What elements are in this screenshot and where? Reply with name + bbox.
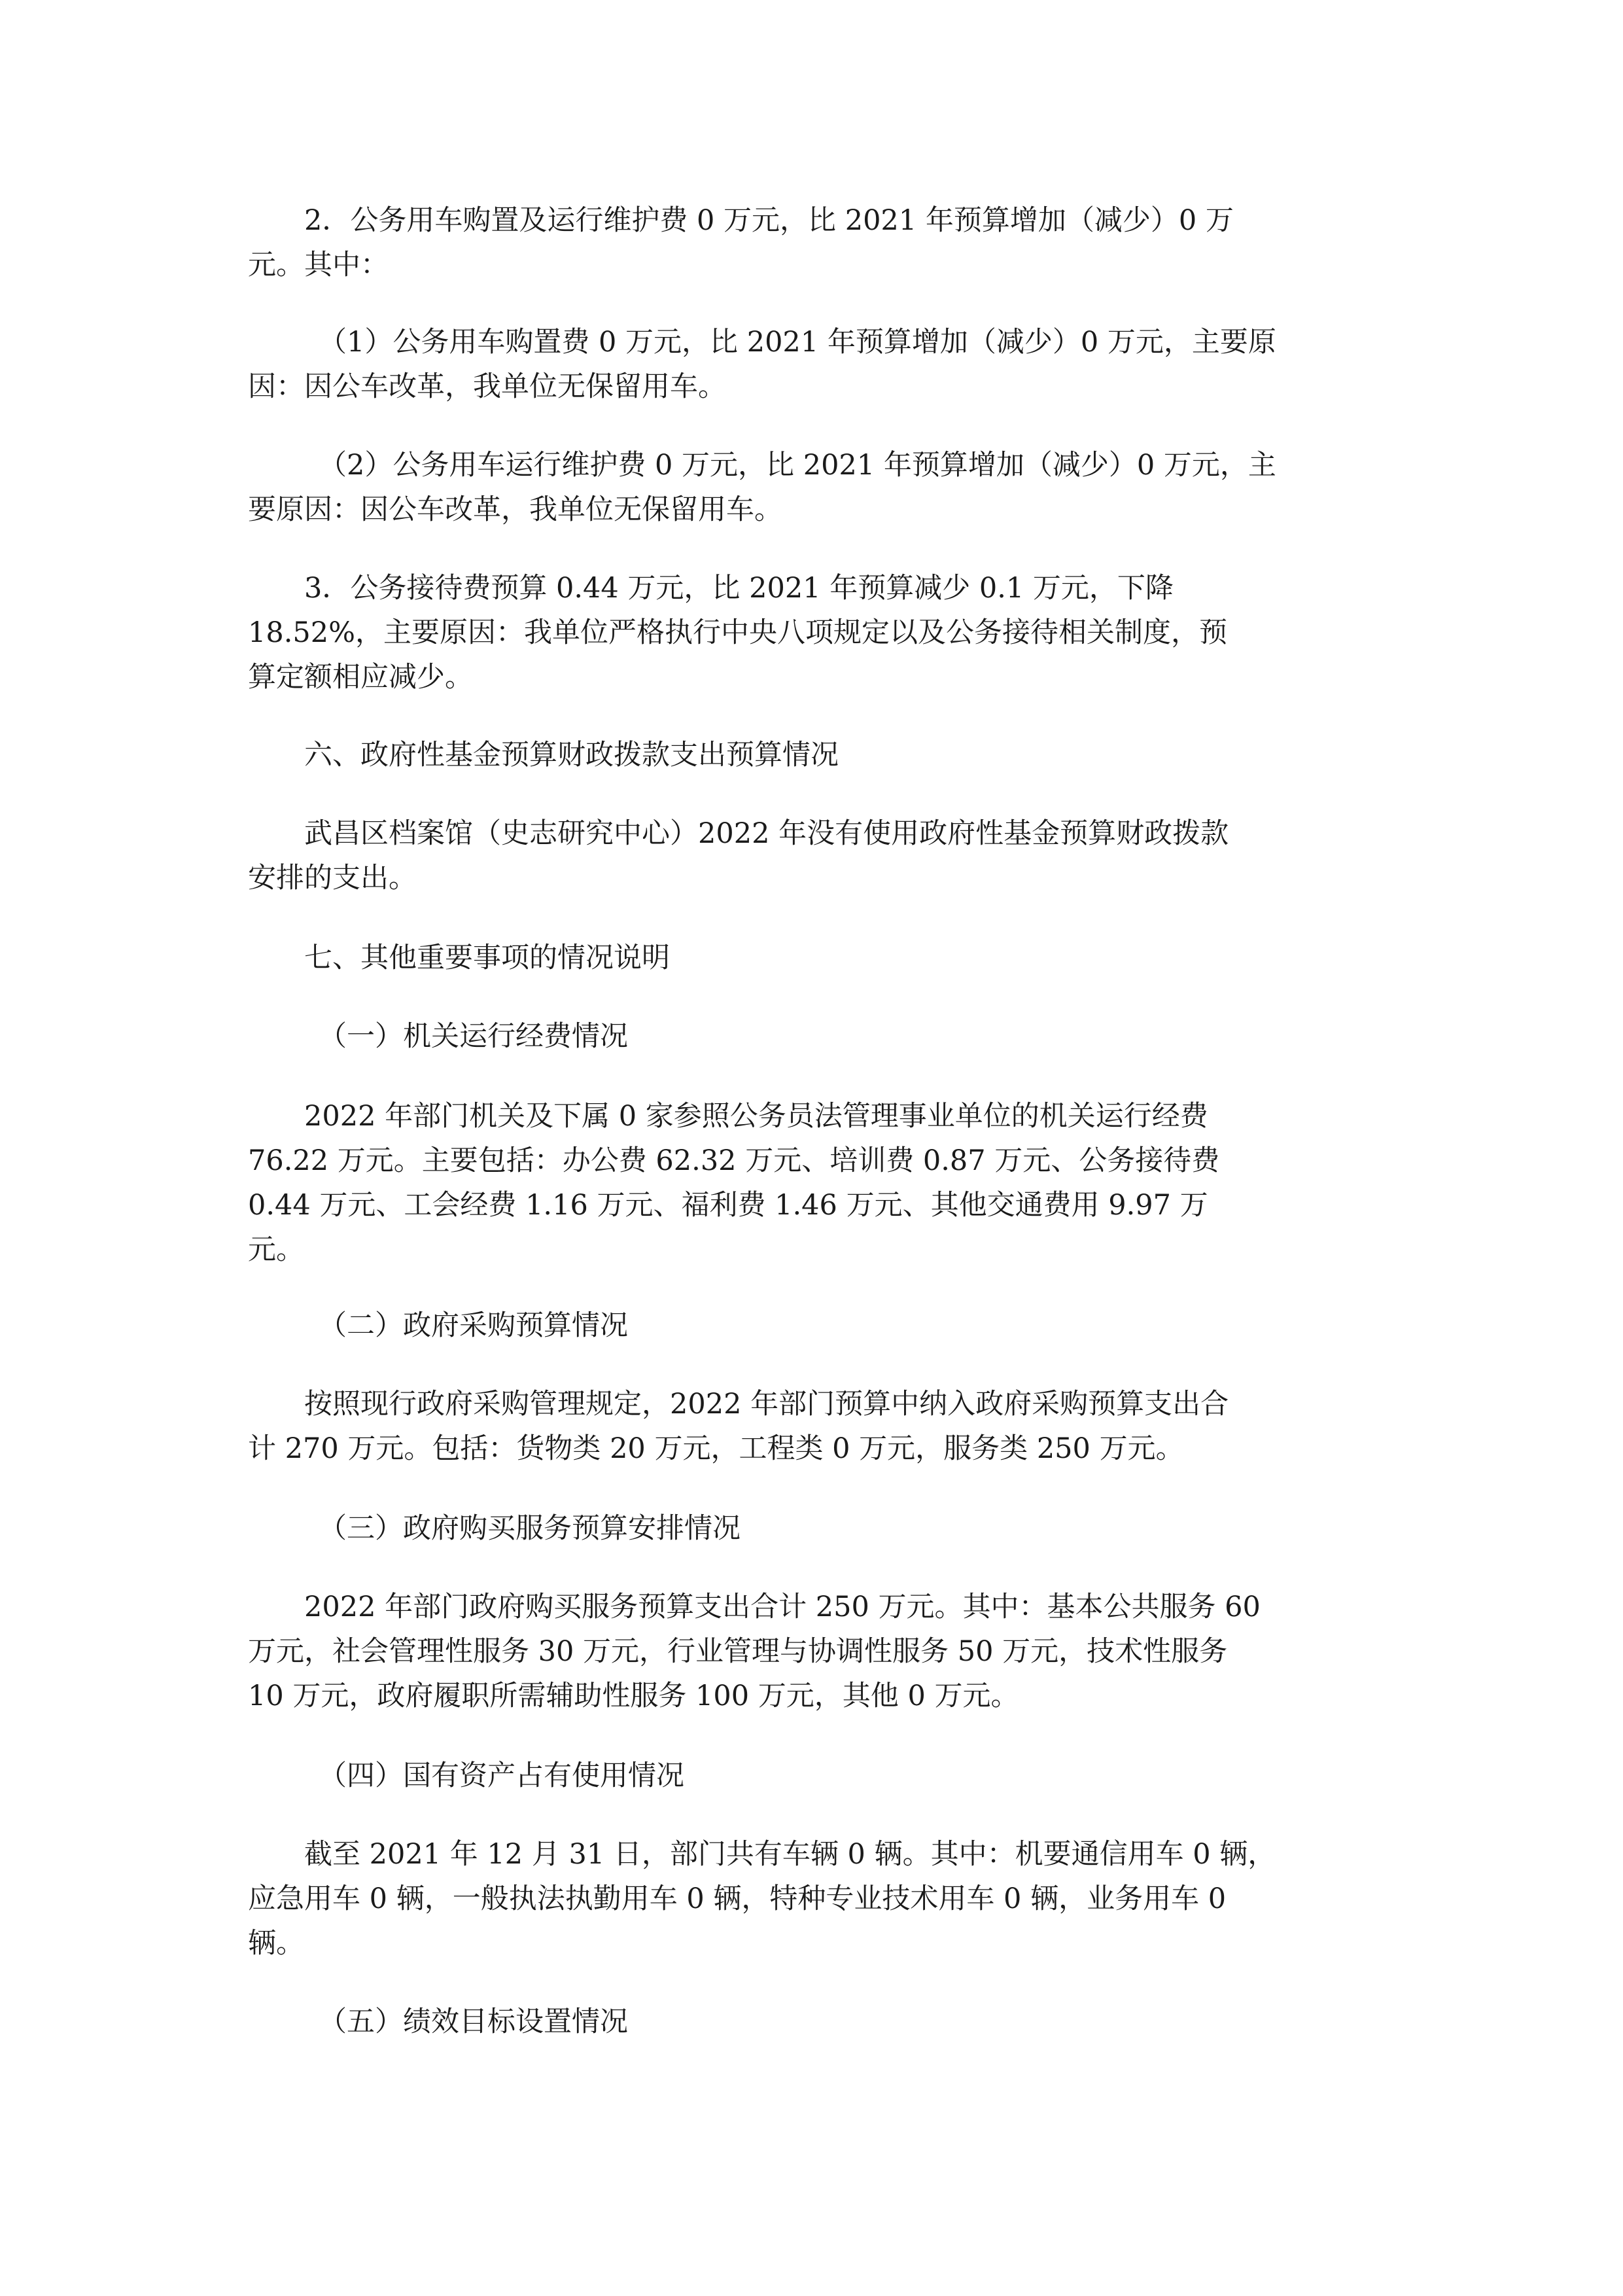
section-heading-seven: [248, 936, 1380, 980]
text-line: 2022 年部门机关及下属 0 家参照公务员法管理事业单位的机关运行经费: [304, 1100, 1208, 1133]
text-line: 3．公务接待费预算 0.44 万元，比 2021 年预算减少 0.1 万元，下降: [304, 572, 1174, 605]
text-line: 七、其他重要事项的情况说明: [304, 942, 670, 974]
subsection-heading-procurement: [248, 1303, 1380, 1348]
text-line: （2）公务用车运行维护费 0 万元，比 2021 年预算增加（减少）0 万元，主: [319, 449, 1276, 482]
text-line: 2022 年部门政府购买服务预算支出合计 250 万元。其中：基本公共服务 60: [304, 1591, 1261, 1623]
text-line: 安排的支出。: [248, 862, 417, 894]
subsection-heading-performance: [248, 2000, 1380, 2044]
text-line: 万元，社会管理性服务 30 万元，行业管理与协调性服务 50 万元，技术性服务: [248, 1635, 1228, 1668]
text-line: 因：因公车改革，我单位无保留用车。: [248, 370, 726, 403]
text-line: 辆。: [248, 1927, 304, 1960]
paragraph-fund: [248, 811, 1380, 900]
paragraph-vehicle-purchase: [248, 320, 1380, 409]
text-line: 2．公务用车购置及运行维护费 0 万元，比 2021 年预算增加（减少）0 万: [304, 204, 1234, 237]
section-heading-six: [248, 733, 1380, 777]
text-line: 元。其中：: [248, 249, 389, 281]
text-line: （三）政府购买服务预算安排情况: [319, 1512, 741, 1545]
text-line: 截至 2021 年 12 月 31 日，部门共有车辆 0 辆。其中：机要通信用车 0 辆，: [304, 1838, 1276, 1871]
paragraph-services: [248, 1585, 1380, 1718]
paragraph-operating: [248, 1094, 1380, 1272]
text-line: 要原因：因公车改革，我单位无保留用车。: [248, 493, 782, 526]
text-line: （五）绩效目标设置情况: [319, 2005, 628, 2038]
paragraph-vehicle-total: [248, 198, 1380, 287]
subsection-heading-operating: [248, 1014, 1380, 1059]
subsection-heading-assets: [248, 1754, 1380, 1798]
paragraph-assets: [248, 1832, 1380, 1966]
text-line: （一）机关运行经费情况: [319, 1020, 628, 1053]
text-line: （1）公务用车购置费 0 万元，比 2021 年预算增加（减少）0 万元，主要原: [319, 326, 1276, 359]
text-line: 算定额相应减少。: [248, 661, 473, 694]
subsection-heading-services: [248, 1506, 1380, 1551]
text-line: 18.52%，主要原因：我单位严格执行中央八项规定以及公务接待相关制度，预: [248, 616, 1227, 649]
text-line: 76.22 万元。主要包括：办公费 62.32 万元、培训费 0.87 万元、公务接待费: [248, 1144, 1220, 1177]
text-line: 元。: [248, 1233, 304, 1266]
text-line: 0.44 万元、工会经费 1.16 万元、福利费 1.46 万元、其他交通费用 9.97 万: [248, 1189, 1208, 1222]
text-line: （二）政府采购预算情况: [319, 1309, 628, 1342]
paragraph-vehicle-maintenance: [248, 443, 1380, 532]
text-line: 计 270 万元。包括：货物类 20 万元，工程类 0 万元，服务类 250 万元。: [248, 1432, 1184, 1465]
paragraph-reception: [248, 566, 1380, 699]
text-line: 按照现行政府采购管理规定，2022 年部门预算中纳入政府采购预算支出合: [304, 1388, 1229, 1421]
text-line: 六、政府性基金预算财政拨款支出预算情况: [304, 739, 839, 771]
text-line: 10 万元，政府履职所需辅助性服务 100 万元，其他 0 万元。: [248, 1680, 1019, 1712]
text-line: 应急用车 0 辆，一般执法执勤用车 0 辆，特种专业技术用车 0 辆，业务用车 0: [248, 1882, 1227, 1915]
paragraph-procurement: [248, 1382, 1380, 1471]
text-line: （四）国有资产占有使用情况: [319, 1759, 684, 1792]
text-line: 武昌区档案馆（史志研究中心）2022 年没有使用政府性基金预算财政拨款: [304, 817, 1229, 850]
